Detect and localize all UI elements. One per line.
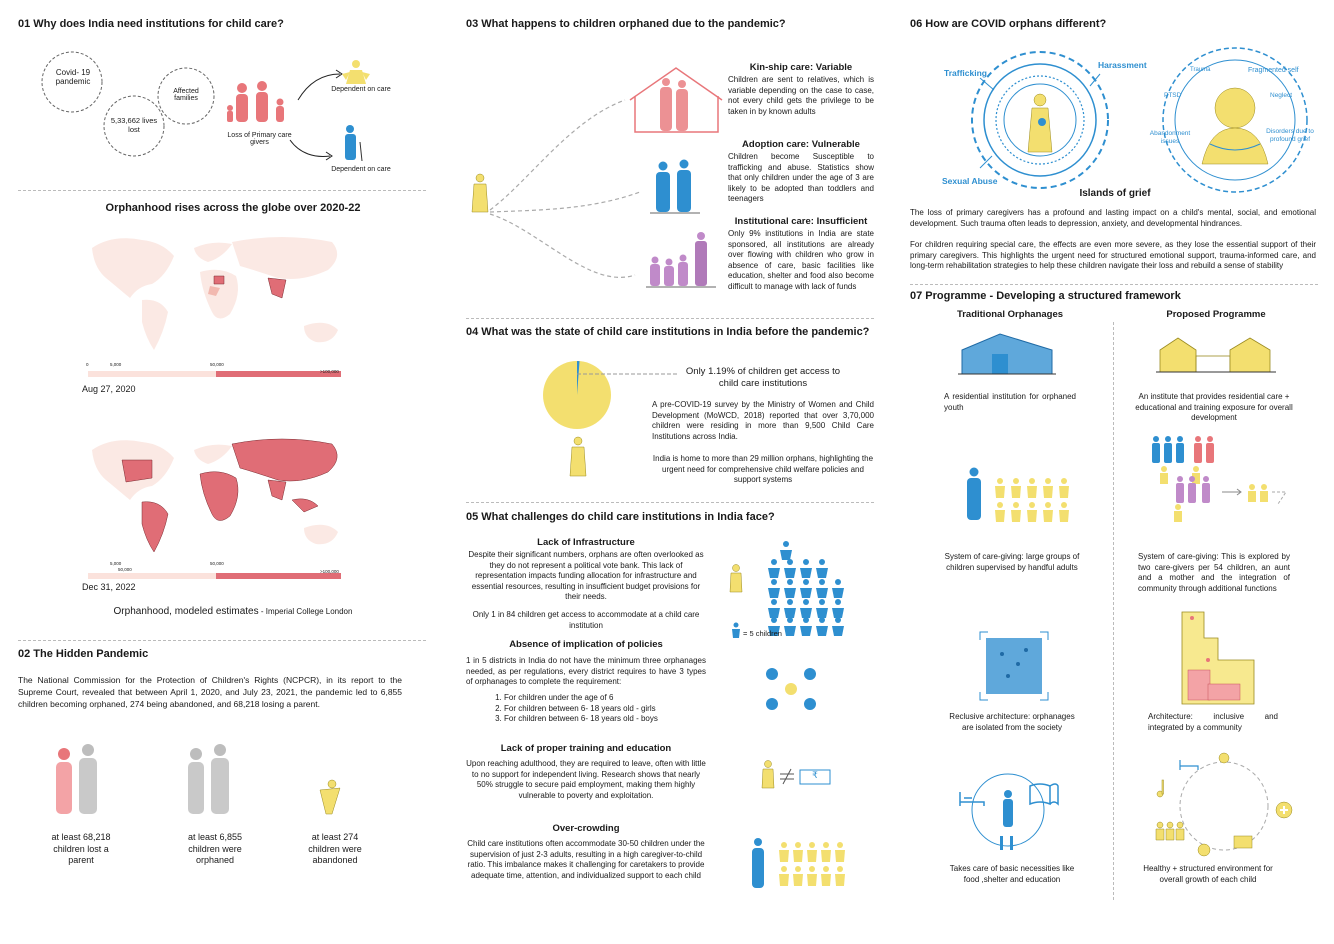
sports-icon	[1219, 753, 1229, 763]
dependent-elderly-icon	[340, 124, 370, 162]
policy-item: 1. For children under the age of 6	[504, 693, 710, 704]
world-map-2022	[82, 430, 352, 562]
callout-leader	[577, 370, 687, 378]
section-06-title: 06 How are COVID orphans different?	[910, 18, 1107, 30]
adoptive-parents-icon	[656, 160, 691, 213]
holistic-growth-cycle-icon	[1150, 744, 1296, 864]
kinship-title: Kin-ship care: Variable	[749, 62, 853, 73]
circle-lives-lost-label: 5,33,662 lives lost	[110, 116, 158, 134]
label-harassment: Harassment	[1098, 60, 1147, 70]
legend-tick: >100,000	[320, 569, 339, 574]
loss-caregivers-label: Loss of Primary care givers	[227, 132, 292, 146]
islands-of-grief-diagram	[940, 56, 1320, 186]
legend-child-icon	[730, 622, 742, 640]
label-trauma: Trauma	[1190, 67, 1211, 73]
traditional-text-1: A residential institution for orphaned youth	[944, 392, 1076, 412]
label-neglect: Neglect	[1270, 92, 1293, 99]
policy-item: 3. For children between 6- 18 years old - boys	[504, 714, 710, 725]
proposed-text-2: System of care-giving: This is explored by two care-givers per 54 children, an aunt and a mother and the integration of community through additional functions	[1138, 552, 1290, 593]
divider	[910, 284, 1318, 285]
label-ptsd: PTSD	[1164, 92, 1182, 99]
adoption-text: Children become Susceptible to trafficking and abuse. Statistics show that only children under the age of 3 are likely to be adopted than toddlers and teenagers	[728, 152, 874, 203]
section-05-title: 05 What challenges do child care institutions in India face?	[466, 511, 775, 523]
label-sexual-abuse: Sexual Abuse	[942, 176, 998, 186]
policy-list	[490, 693, 710, 725]
divider	[466, 318, 874, 319]
section-04-text-2: India is home to more than 29 million orphans, highlighting the urgent need for comprehensive child welfare policies and support systems	[652, 454, 874, 484]
infrastructure-text: Despite their significant numbers, orphans are often overlooked as they do not represent a political vote bank. This lack of representation impacts funding allocation for infrastructure and essential resources, resulting in insufficient budget provisions for their needs.	[468, 550, 704, 601]
legend-tick: 50,000	[210, 362, 224, 367]
map-caption: Orphanhood, modeled estimates - Imperial College London	[113, 606, 353, 617]
institution-children-icon	[650, 232, 707, 286]
proposed-programme-icon	[1156, 334, 1276, 380]
adoption-title: Adoption care: Vulnerable	[742, 139, 860, 150]
col-traditional-heading: Traditional Orphanages	[956, 309, 1064, 320]
basic-needs-cycle-icon	[958, 764, 1058, 854]
circle-affected-label: Affected families	[173, 88, 199, 102]
institutional-title: Institutional care: Insufficient	[734, 216, 868, 227]
section-02-title: 02 The Hidden Pandemic	[18, 648, 149, 660]
caregiver-child-icon	[1003, 790, 1013, 827]
traditional-text-4: Takes care of basic necessities like food ,shelter and education	[949, 864, 1075, 884]
world-map-2020	[82, 228, 352, 360]
book-icon	[1234, 836, 1252, 848]
label-abandonment: Abandonment issues	[1149, 130, 1191, 145]
proposed-text-1: An institute that provides residential care + educational and training exposure for overall development	[1135, 392, 1293, 422]
bed-icon	[960, 792, 984, 806]
grief-head-icon	[1202, 88, 1268, 164]
inclusive-architecture-icon	[1178, 610, 1258, 706]
section-04-text-1: A pre-COVID-19 survey by the Ministry of Women and Child Development (MoWCD, 2018) reported that over 3,70,000 children were residing in more than 9,500 Child Care Institutions across India.	[652, 400, 874, 441]
circle-covid-label: Covid- 19 pandemic	[55, 68, 91, 86]
training-text: Upon reaching adulthood, they are required to leave, often with little to no support for independent living. Research shows that nearly 50% struggle to secure paid employment, making them highly vulnerable to poverty and exploitation.	[466, 759, 706, 800]
institutional-text: Only 9% institutions in India are state sponsored, all institutions are already over flowing with children who grow in absence of care, basic facilities like education, shelter and food also become difficult to manage with lack of funds	[728, 229, 874, 291]
traditional-text-3: Reclusive architecture: orphanages are isolated from the society	[949, 712, 1075, 732]
policy-text: 1 in 5 districts in India do not have the minimum three orphanages needed, as per regulations, every district requires to have 3 types of orphanages to complete the requirement:	[466, 656, 706, 686]
stat-lost-parent: at least 68,218 children lost a parent	[51, 832, 111, 865]
islands-caption: Islands of grief	[1079, 188, 1151, 199]
dependent-child-icon	[342, 60, 370, 84]
legend-tick: 5,000	[110, 362, 122, 367]
section-06-text-1: The loss of primary caregivers has a profound and lasting impact on a child's mental, social, and emotional development. Such trauma often leads to depression, anxiety, and developmental hindrances.	[910, 208, 1316, 228]
proposed-text-4: Healthy + structured environment for overall growth of each child	[1143, 864, 1273, 884]
stat-orphaned: at least 6,855 children were orphaned	[187, 832, 243, 865]
label-disorders: Disorders due to profound grief	[1266, 128, 1314, 143]
legend-label: = 5 children	[743, 629, 782, 638]
infrastructure-text-2: Only 1 in 84 children get access to accommodate at a child care institution	[472, 610, 700, 630]
map-title: Orphanhood rises across the globe over 2020-22	[105, 202, 361, 214]
policy-title: Absence of implication of policies	[509, 639, 663, 650]
legend-tick: >100,000	[320, 369, 339, 374]
label-trafficking: Trafficking	[944, 68, 987, 78]
section-03-title: 03 What happens to children orphaned due to the pandemic?	[466, 18, 786, 30]
divider	[18, 640, 426, 641]
family-icon	[227, 81, 284, 122]
legend-tick: 5,000	[110, 561, 122, 566]
orphan-child-icon	[472, 174, 488, 212]
map-date-1: Aug 27, 2020	[82, 384, 136, 394]
label-fragmented-self: Fragmented self	[1248, 67, 1299, 74]
reclusive-architecture-icon	[978, 630, 1050, 702]
infrastructure-title: Lack of Infrastructure	[537, 537, 635, 548]
kinship-text: Children are sent to relatives, which is variable depending on the case to case, not every child gets the privilege to be taken in by known adults	[728, 75, 874, 116]
child-icon	[568, 436, 588, 484]
traditional-text-2: System of care-giving: large groups of children supervised by handful adults	[944, 552, 1080, 572]
traditional-care-group-icon	[960, 466, 1080, 526]
stat-abandoned: at least 274 children were abandoned	[308, 832, 362, 865]
overcrowding-title: Over-crowding	[552, 823, 620, 834]
divider	[18, 190, 426, 191]
apple-icon	[1198, 844, 1210, 856]
access-callout: Only 1.19% of children get access to child care institutions	[685, 366, 841, 389]
orphaned-silhouettes-icon	[180, 740, 240, 820]
section-07-title: 07 Programme - Developing a structured framework	[910, 290, 1181, 302]
section-01-title: 01 Why does India need institutions for child care?	[18, 18, 284, 30]
column-divider	[1113, 322, 1114, 900]
training-title: Lack of proper training and education	[500, 743, 672, 754]
caregiver-ratio-icon	[748, 836, 868, 894]
proposed-care-group-icon	[1150, 432, 1290, 542]
policy-item: 2. For children between 6- 18 years old - girls	[504, 704, 710, 715]
map-date-2: Dec 31, 2022	[82, 582, 136, 592]
legend-min: 0	[86, 362, 89, 367]
rupee-icon: ₹	[812, 770, 818, 780]
music-icon	[1157, 780, 1164, 797]
section-04-title: 04 What was the state of child care institutions in India before the pandemic?	[466, 326, 870, 338]
divider	[466, 502, 874, 503]
overcrowding-text: Child care institutions often accommodate 30-50 children under the supervision of just 2-3 adults, resulting in a high caregiver-to-child ratio. This imbalance makes it challenging for caretakers to provide adequate time, attention, and individualized support to each child	[467, 839, 705, 880]
legend-tick: 50,000	[118, 567, 132, 572]
orphanage-dots-icon	[762, 664, 822, 714]
col-proposed-heading: Proposed Programme	[1166, 309, 1266, 320]
proposed-text-3: Architecture: inclusive and integrated by a community	[1148, 712, 1278, 732]
section-06-text-2: For children requiring special care, the effects are even more severe, as they lose the essential support of their primary caregivers. This highlights the urgent need for structured emotional support, trauma-informed care, and long-term rehabilitation strategies to help these children navigate their loss and rebuild a sense of stability	[910, 240, 1316, 270]
dependent-label-2: Dependent on care	[331, 166, 391, 173]
book-icon	[1030, 784, 1058, 804]
legend-tick: 50,000	[210, 561, 224, 566]
cutlery-icon	[1000, 836, 1013, 850]
traditional-orphanage-icon	[956, 330, 1056, 382]
care-paths-diagram	[470, 60, 730, 310]
parent-silhouettes-icon	[48, 740, 108, 820]
children-group-icon	[1156, 822, 1184, 840]
abandoned-child-icon	[312, 778, 348, 818]
dependent-label-1: Dependent on care	[331, 86, 391, 93]
crowd-children-icons	[726, 540, 866, 640]
bed-icon	[1180, 760, 1198, 770]
section-02-text: The National Commission for the Protection of Children's Rights (NCPCR), in its report to the Supreme Court, revealed that between April 1, 2020, and July 23, 2021, the pandemic led to 6,855 children becoming orphaned, 274 being abandoned, and 68,218 losing a parent.	[18, 675, 402, 709]
